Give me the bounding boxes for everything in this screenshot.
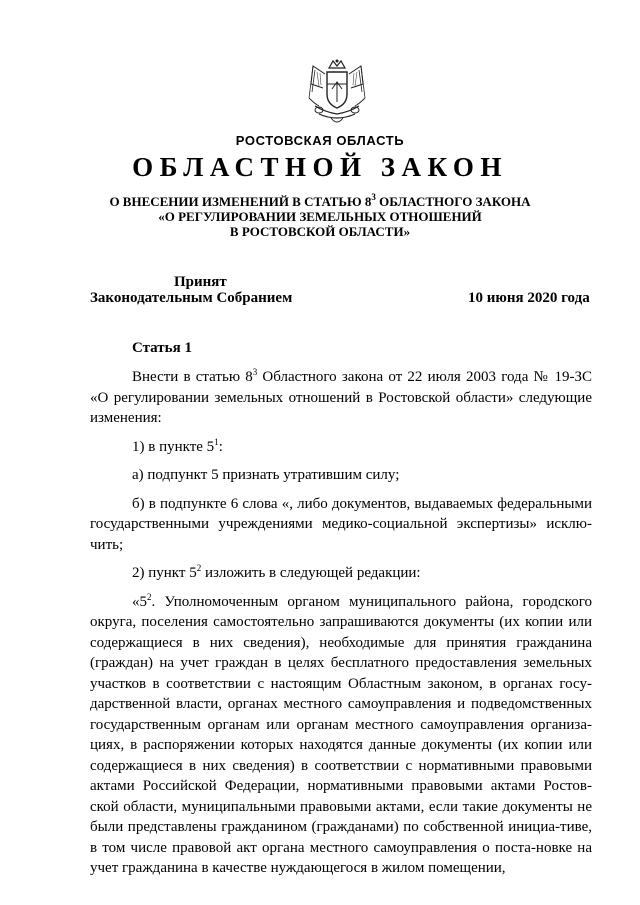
region-name: РОСТОВСКАЯ ОБЛАСТЬ bbox=[235, 133, 405, 148]
article-body bbox=[90, 367, 592, 887]
paragraph: 2) пункт $5^2$ изложить в следующей редакции: bbox=[132, 563, 421, 581]
subtitle-line-3: В РОСТОВСКОЙ ОБЛАСТИ» bbox=[229, 224, 411, 239]
paragraph: 1) в пункте $5^1$: bbox=[132, 436, 223, 455]
adopted-label: Принят bbox=[174, 274, 227, 290]
paragraph: Внести в статью $8^3$ Областного закона от 22 июля 2003 года № 19-ЗС «О регулировании земельных отношений в Ростовской области» следующие изменения: bbox=[90, 367, 592, 426]
paragraph: б) в подпункте 6 слова «, либо документов, выдаваемых федеральными государственными учреждениями медико-социальной экспертизы» исклю-чить; bbox=[90, 495, 592, 553]
document-title: ОБЛАСТНОЙ ЗАКОН bbox=[132, 152, 508, 182]
subtitle-line-2: «О РЕГУЛИРОВАНИИ ЗЕМЕЛЬНЫХ ОТНОШЕНИЙ bbox=[158, 209, 482, 224]
paragraph: «$5^2$. Уполномоченным органом муниципального района, городского округа, поселения самостоятельно запрашиваются документы (их копии или содержащиеся в них сведения), необходимые для принятия гражданина (граждан) на учет граждан в целях бесплатного предоставления земельных участков в соответствии с настоящим Областным законом, в органах госу-дарственной власти, органах местного самоуправления и подведомственных государственным органам или органам местного самоуправления организа-циях, в распоряжении которых находятся данные документы (их копии или содержащиеся в них сведения) в соответствии с нормативными правовыми актами Российской Федерации, нормативными правовыми актами Ростов-ской области, муниципальными правовыми актами, если такие документы не были представлены гражданином (гражданами) по собственной инициа-тиве, в том числе правовой акт органа местного самоуправления о поста-новке на учет гражданина в качестве нуждающегося в жилом помещении, bbox=[90, 591, 592, 876]
document-subtitle bbox=[60, 194, 580, 239]
subtitle-line-1: О ВНЕСЕНИИ ИЗМЕНЕНИЙ В СТАТЬЮ $8^3$ ОБЛАСТНОГО ЗАКОНА bbox=[109, 192, 531, 209]
coat-of-arms-icon bbox=[305, 58, 369, 128]
adoption-date: 10 июня 2020 года bbox=[468, 290, 590, 306]
paragraph: а) подпункт 5 признать утратившим силу; bbox=[132, 467, 400, 483]
adopted-by-label: Законодательным Собранием bbox=[90, 290, 293, 306]
article-title: Статья 1 bbox=[132, 340, 192, 356]
